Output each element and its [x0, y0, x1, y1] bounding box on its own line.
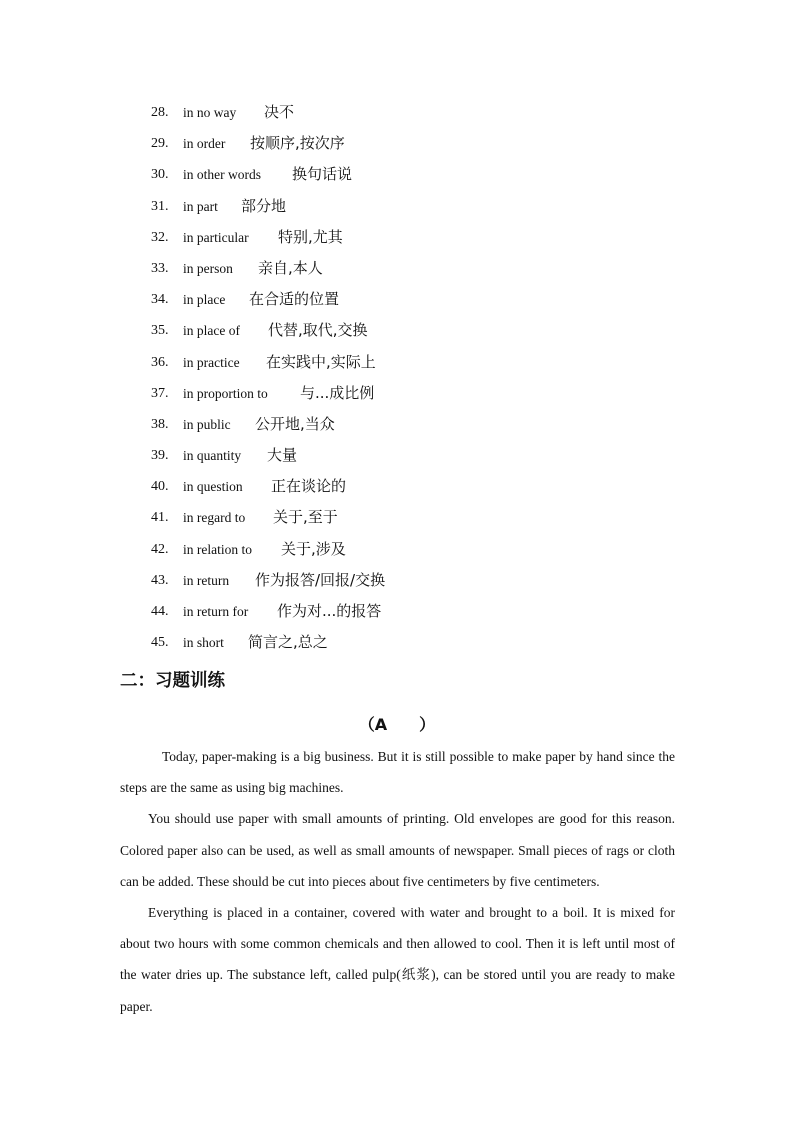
passage-paragraph: You should use paper with small amounts of printing. Old envelopes are good for this reason. Colored paper also can be used, as well as small amounts of newspaper. Small pieces of rags or cloth can be added. These should be cut into pieces about five centimeters by five centimeters. — [120, 811, 675, 889]
vocab-item — [0, 128, 794, 159]
item-number: 40. — [151, 479, 169, 495]
english-phrase: in no way — [183, 105, 237, 120]
item-number: 28. — [151, 105, 169, 120]
vocab-item — [0, 409, 794, 440]
chinese-meaning: 在实践中,实际上 — [266, 352, 376, 371]
chinese-meaning: 简言之,总之 — [248, 633, 328, 652]
passage-label: （A ） — [358, 715, 436, 734]
vocab-item — [0, 471, 794, 502]
chinese-meaning: 部分地 — [241, 196, 287, 215]
vocab-item — [0, 347, 794, 378]
vocab-item — [0, 253, 794, 284]
english-phrase: in practice — [183, 354, 240, 370]
passage-paragraph: Today, paper-making is a big business. But it is still possible to make paper by hand since the steps are the same as using big machines. — [120, 749, 675, 796]
chinese-meaning: 作为报答/回报/交换 — [255, 570, 386, 589]
english-phrase: in return — [183, 572, 230, 588]
chinese-meaning: 决不 — [264, 103, 295, 121]
english-phrase: in particular — [183, 229, 249, 245]
vocab-item — [0, 97, 794, 128]
english-phrase: in place — [183, 292, 226, 308]
item-number: 32. — [151, 229, 169, 245]
vocab-item — [0, 596, 794, 627]
english-phrase: in public — [183, 416, 231, 432]
vocab-item — [0, 284, 794, 315]
chinese-meaning: 按顺序,按次序 — [250, 134, 345, 153]
chinese-meaning: 亲自,本人 — [258, 258, 323, 277]
item-number: 30. — [151, 167, 169, 183]
section-heading: 二：习题训练 — [120, 671, 225, 691]
english-phrase: in return for — [183, 604, 249, 619]
chinese-meaning: 大量 — [267, 446, 298, 465]
vocab-item — [0, 191, 794, 222]
chinese-meaning: 关于,至于 — [273, 508, 338, 527]
vocab-item — [0, 627, 794, 658]
vocab-item — [0, 502, 794, 533]
vocab-item — [0, 315, 794, 346]
item-number: 39. — [151, 448, 169, 464]
chinese-meaning: 换句话说 — [292, 165, 353, 184]
chinese-meaning: 代替,取代,交换 — [268, 321, 368, 340]
item-number: 33. — [151, 260, 169, 276]
english-phrase: in person — [183, 260, 233, 276]
item-number: 38. — [151, 416, 169, 432]
english-phrase: in order — [183, 136, 226, 152]
item-number: 44. — [151, 604, 169, 619]
chinese-meaning: 与...成比例 — [300, 383, 375, 402]
passage-paragraph: Everything is placed in a container, covered with water and brought to a boil. It is mixed for about two hours with some common chemicals and then allowed to cool. Then it is left until most of the water dries up. The substance left, called pulp(纸浆), can be stored until you are ready to make paper. — [120, 905, 675, 1014]
chinese-meaning: 正在谈论的 — [271, 477, 347, 496]
item-number: 37. — [151, 385, 169, 401]
english-phrase: in regard to — [183, 510, 246, 526]
chinese-meaning: 特别,尤其 — [278, 227, 343, 246]
vocabulary-list — [0, 97, 794, 658]
item-number: 29. — [151, 136, 169, 152]
chinese-meaning: 在合适的位置 — [249, 290, 340, 309]
vocab-item — [0, 565, 794, 596]
item-number: 31. — [151, 198, 169, 214]
english-phrase: in quantity — [183, 448, 242, 464]
english-phrase: in proportion to — [183, 385, 268, 401]
item-number: 43. — [151, 572, 169, 588]
vocab-item — [0, 159, 794, 190]
item-number: 34. — [151, 292, 169, 308]
english-phrase: in relation to — [183, 541, 252, 557]
item-number: 45. — [151, 635, 169, 651]
reading-passage — [120, 741, 675, 1022]
vocab-item — [0, 440, 794, 471]
english-phrase: in other words — [183, 167, 261, 183]
item-number: 42. — [151, 541, 169, 557]
vocab-item — [0, 378, 794, 409]
chinese-meaning: 作为对...的报答 — [277, 602, 382, 620]
item-number: 41. — [151, 510, 169, 526]
english-phrase: in place of — [183, 323, 240, 339]
item-number: 36. — [151, 354, 169, 370]
english-phrase: in question — [183, 479, 243, 495]
chinese-meaning: 公开地,当众 — [255, 414, 335, 433]
vocab-item — [0, 222, 794, 253]
english-phrase: in short — [183, 635, 224, 651]
chinese-meaning: 关于,涉及 — [281, 539, 346, 558]
item-number: 35. — [151, 323, 169, 339]
english-phrase: in part — [183, 198, 218, 214]
vocab-item — [0, 534, 794, 565]
